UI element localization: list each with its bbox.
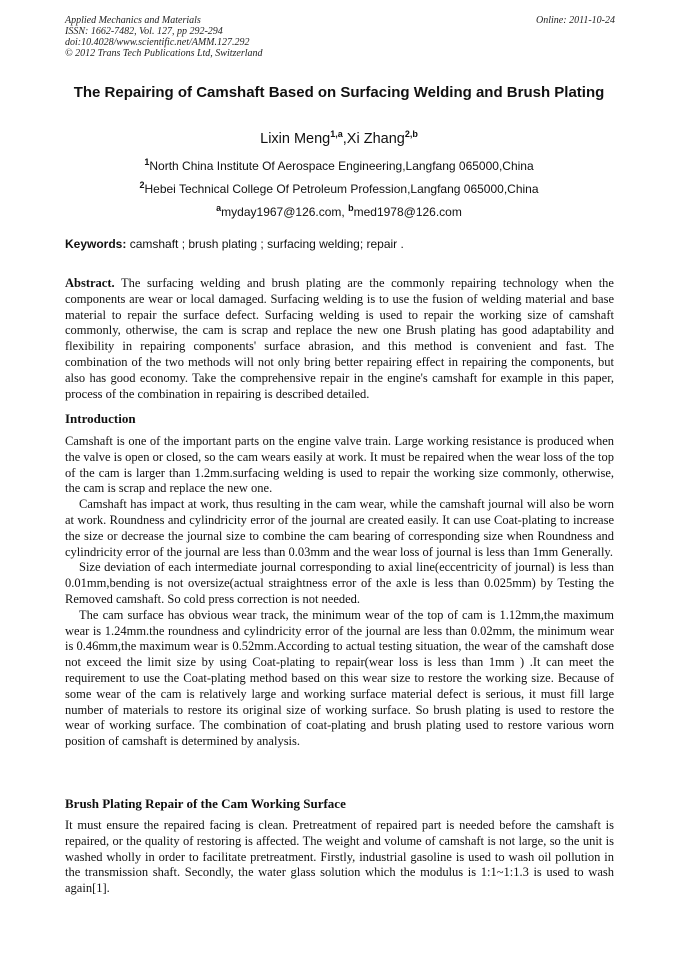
paper-title: The Repairing of Camshaft Based on Surfacing Welding and Brush Plating	[73, 84, 605, 101]
affiliation-superscript: 2	[139, 180, 145, 190]
email-line	[0, 203, 678, 219]
affiliation-1	[0, 157, 678, 173]
paragraph: Camshaft has impact at work, thus resulting in the cam wear, while the camshaft journal will also be worn at work. Roundness and cylindricity error of the journal are created easily. It can use Coat-plating to increase the size or decrease the journal size to combine the cam bearing of corresponding size when Roundness and cylindricity error of the journal are less than 0.03mm and the wear loss of journal is less than 1mm Generally.	[65, 497, 614, 559]
affiliation-text: North China Institute Of Aerospace Engineering,Langfang 065000,China	[149, 159, 534, 173]
abstract-text: The surfacing welding and brush plating are the commonly repairing technology when the components are wear or local damaged. Surfacing welding is to use the fusion of welding material and base material to repair the surface defect. Surfacing welding is used to repair the working size of camshaft commonly, otherwise, the cam is scrap and replace the new one Brush plating has good adaptability and flexibility in repairing components' surface abrasion, and this method is convenient and fast. The combination of the two methods will not only bring better repairing effect in repairing the components, but also has good economy. Take the comprehensive repair in the engine's camshaft for example in this paper, process of the combination in repairing is described detailed.	[65, 276, 614, 401]
author-name: Lixin Meng	[260, 130, 331, 147]
author-line	[0, 129, 678, 147]
journal-copyright: © 2012 Trans Tech Publications Ltd, Switzerland	[65, 48, 263, 59]
section-heading-brush-plating: Brush Plating Repair of the Cam Working Surface	[65, 796, 346, 811]
brush-plating-body	[65, 818, 614, 897]
paragraph: It must ensure the repaired facing is clean. Pretreatment of repaired part is needed before the camshaft is repaired, or the quality of restoring is affected. The weight and volume of camshaft is not large, so the unit is washed wholly in order to facilitate pretreatment. Firstly, industrial gasoline is used to wash oil pollution in the transmission shaft. Secondly, the water glass solution which the modulus is 1:1~1:1.3 is used to wash again[1].	[65, 818, 614, 896]
keywords-text: camshaft ; brush plating ; surfacing welding; repair .	[126, 237, 404, 251]
abstract-label: Abstract.	[65, 276, 115, 290]
author-separator: ,	[342, 130, 347, 147]
abstract	[65, 276, 614, 402]
journal-header	[65, 15, 263, 59]
email-superscript: b	[348, 203, 354, 213]
affiliation-superscript: 1	[144, 157, 150, 167]
email-link[interactable]: myday1967@126.com,	[221, 205, 349, 219]
introduction-body	[65, 434, 614, 750]
affiliation-2	[0, 180, 678, 196]
affiliation-text: Hebei Technical College Of Petroleum Profession,Langfang 065000,China	[144, 182, 539, 196]
paragraph: Size deviation of each intermediate journal corresponding to axial line(eccentricity of journal) is less than 0.01mm,bending is not oversize(actual straightness error of the axle is less than 0.025mm) by Testing the Removed camshaft. So cold press correction is not needed.	[65, 560, 614, 606]
journal-issn: ISSN: 1662-7482, Vol. 127, pp 292-294	[65, 26, 223, 37]
keywords-label: Keywords:	[65, 237, 127, 251]
journal-doi[interactable]: doi:10.4028/www.scientific.net/AMM.127.292	[65, 37, 250, 48]
keywords	[65, 237, 404, 251]
section-heading-introduction: Introduction	[65, 411, 136, 426]
paragraph: The cam surface has obvious wear track, the minimum wear of the top of cam is 1.12mm,the maximum wear is 1.24mm.the roundness and cylindricity error of the journal are less than 0.02mm, the minimum wear is 0.46mm,the maximum wear is 0.52mm.According to actual testing situation, the wear of the camshaft dose not exceed the limit size by using Coat-plating to repair(wear loss is less than 1mm ) .It can meet the requirement to use the Coat-plating method based on this wear size to restore the working size. Because of some wear of the cam is relatively large and working surface material defect is serious, it must fill large number of materials to restore its original size of working surface. So brush plating is used to restore the wear of working surface. The combination of coat-plating and brush plating used to restore various worn position of camshaft is determined by analysis.	[65, 607, 614, 749]
online-date: Online: 2011-10-24	[536, 15, 615, 26]
author-superscript: 2,b	[404, 129, 418, 139]
paragraph: Camshaft is one of the important parts on the engine valve train. Large working resistance is produced when the valve is open or closed, so the cam wears easily at work. It must be repaired when the wear loss of the top of the cam is larger than 1.2mm.surfacing welding is used to repair the working size commonly, otherwise, the cam is scrap and replace the new one.	[65, 434, 614, 496]
email-link[interactable]: med1978@126.com	[353, 205, 462, 219]
journal-name: Applied Mechanics and Materials	[65, 15, 201, 26]
author-name: Xi Zhang	[346, 130, 405, 147]
author-superscript: 1,a	[330, 129, 343, 139]
email-superscript: a	[216, 203, 222, 213]
